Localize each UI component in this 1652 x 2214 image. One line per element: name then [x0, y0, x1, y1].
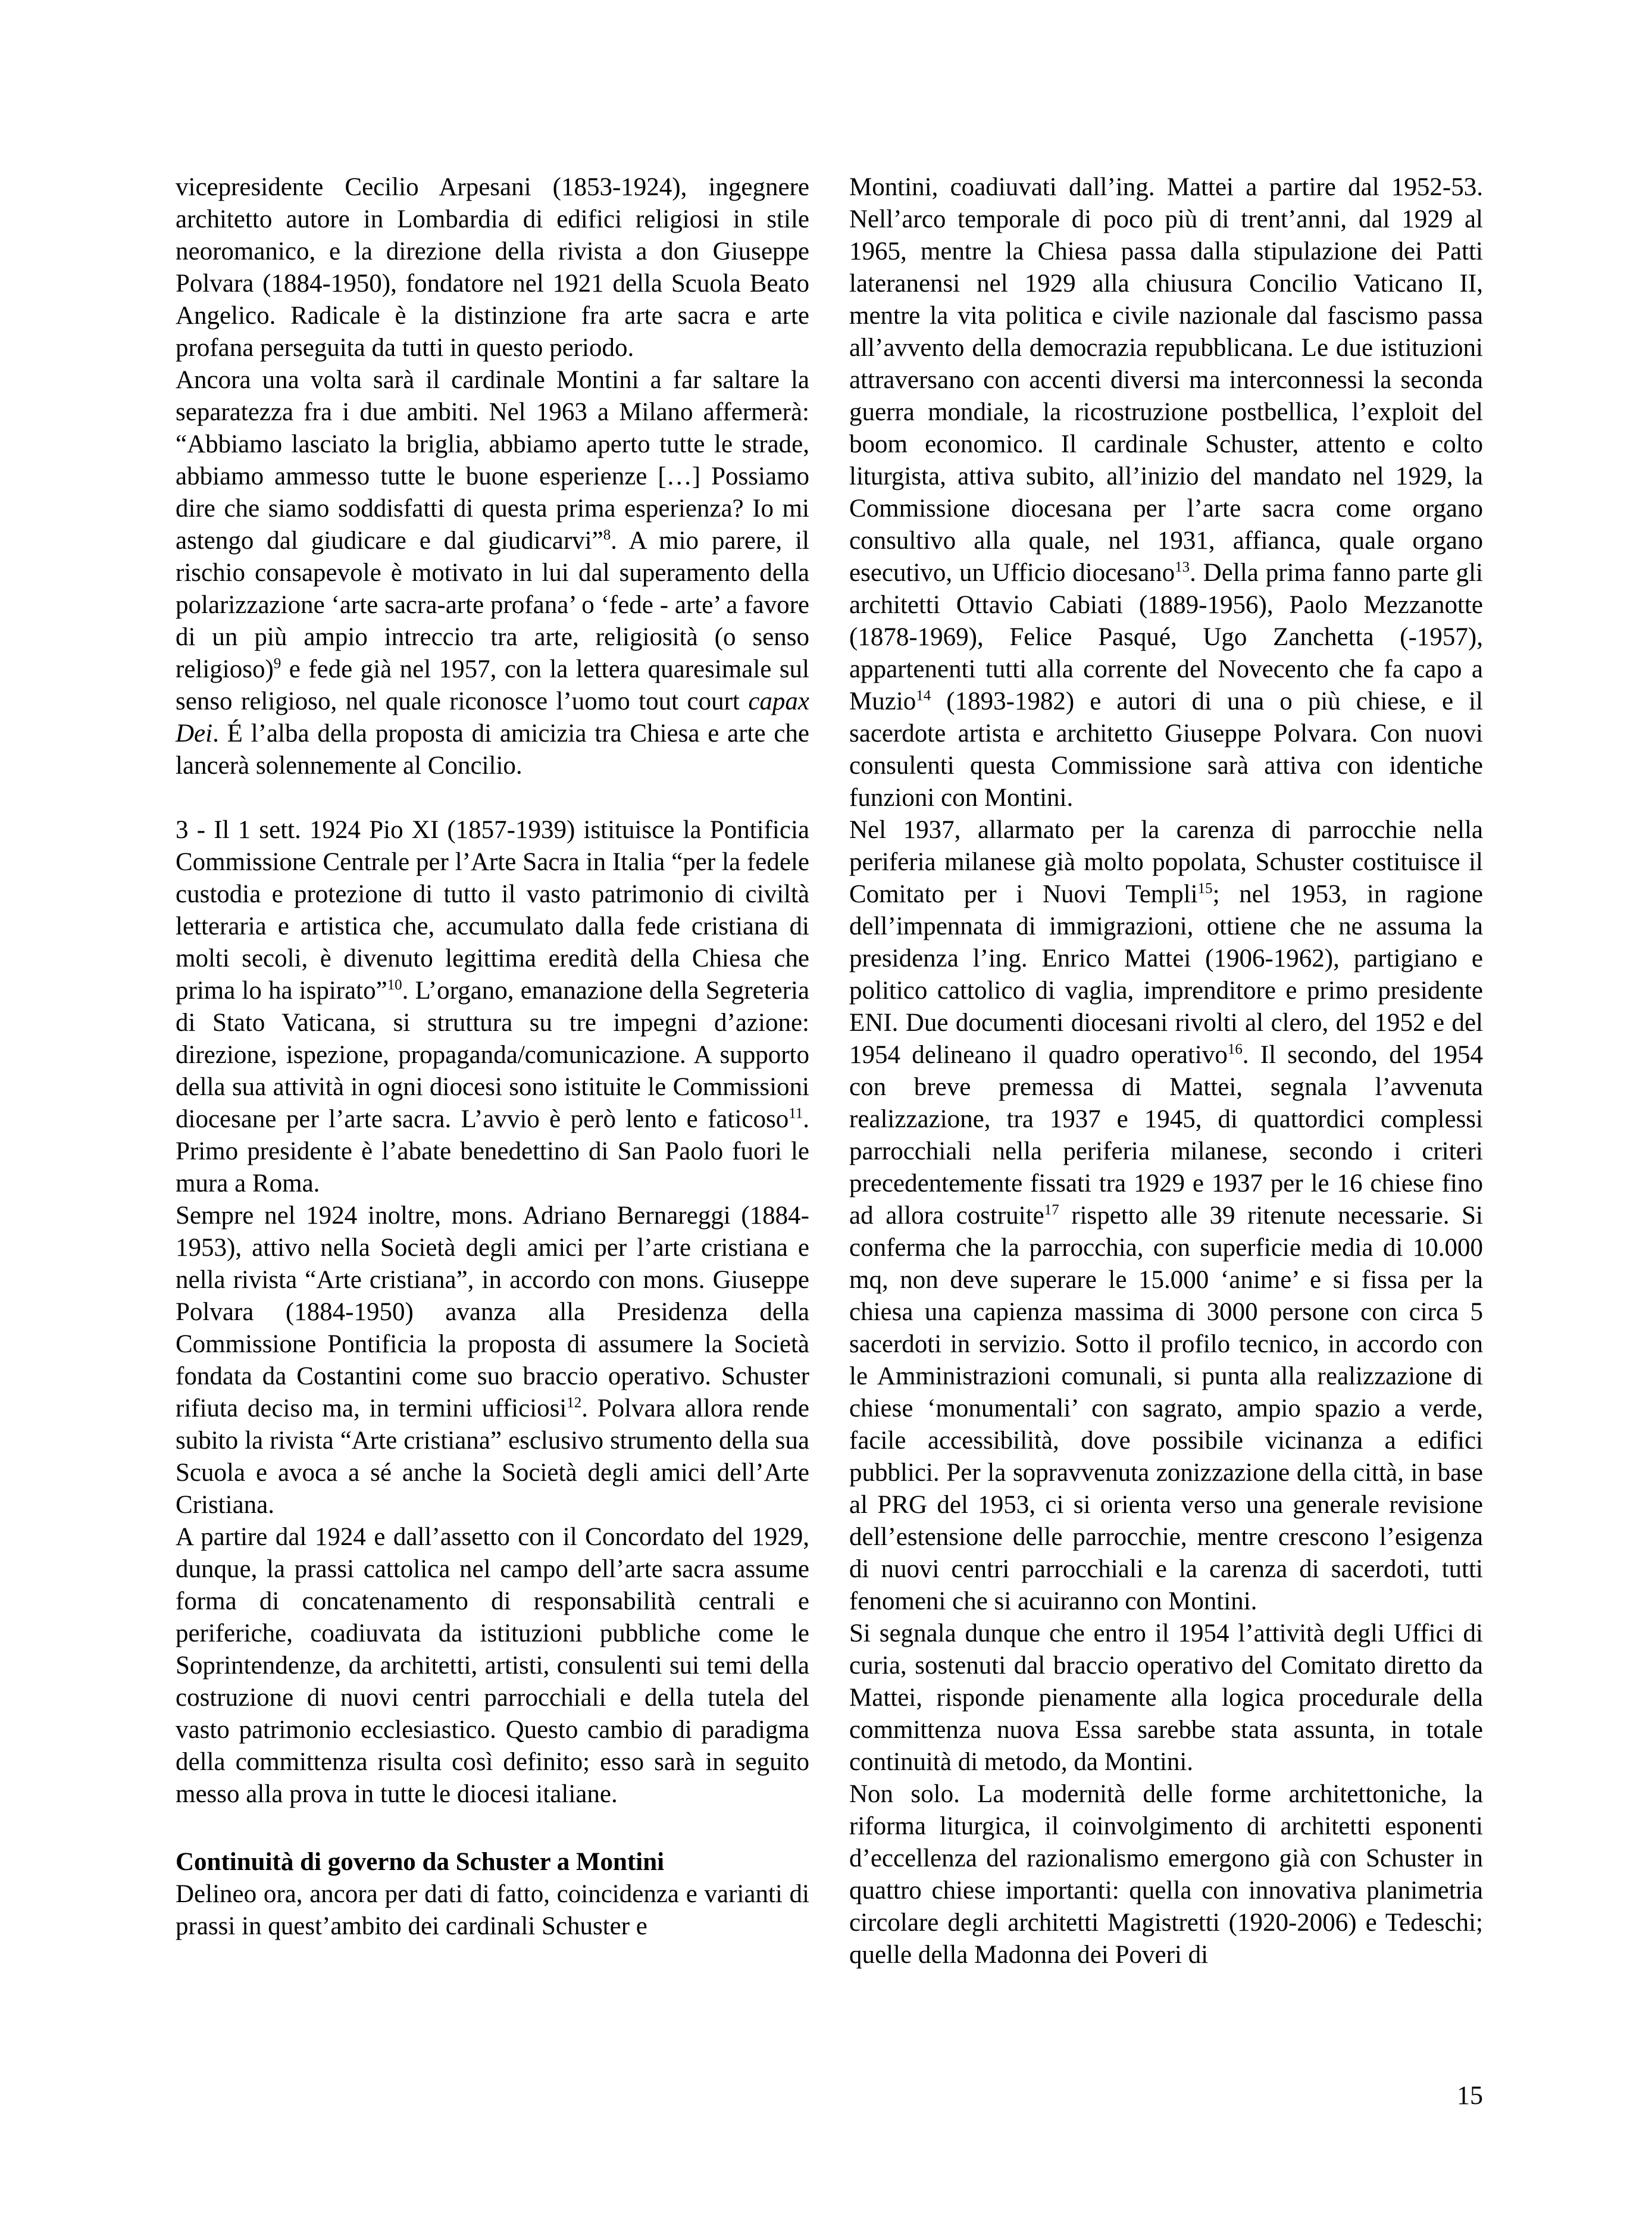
paragraph-spacer: [176, 782, 809, 814]
footnote-marker: 9: [273, 655, 281, 672]
footnote-marker: 10: [387, 977, 402, 993]
footnote-marker: 14: [916, 687, 931, 704]
paragraph: Ancora una volta sarà il cardinale Montini a far saltare la separatezza fra i due ambiti. Nel 1963 a Milano affermerà: “Abbiamo lasciato la briglia, abbiamo aperto tutte le strade, abbiamo ammesso tutte le buone esperienze […] Possiamo dire che siamo soddisfatti di questa prima esperienza? Io mi astengo dal giudicare e dal giudicarvi”$^8$. A mio parere, il rischio consapevole è motivato in lui dal superamento della polarizzazione ‘arte sacra-arte profana’ o ‘fede - arte’ a favore di un più ampio intreccio tra arte, religiosità (o senso religioso)$^9$ e fede già nel 1957, con la lettera quaresimale sul senso religioso, nel quale riconosce l’uomo tout court capax Dei. É l’alba della proposta di amicizia tra Chiesa e arte che lancerà solennemente al Concilio.: [176, 366, 809, 780]
paragraph: Delineo ora, ancora per dati di fatto, coincidenza e varianti di prassi in quest’ambito dei cardinali Schuster e: [176, 1880, 809, 1940]
page-number: 15: [1457, 2081, 1483, 2110]
paragraph: 3 - Il 1 sett. 1924 Pio XI (1857-1939) istituisce la Pontificia Commissione Centrale per l’Arte Sacra in Italia “per la fedele custodia e protezione di tutto il vasto patrimonio di civiltà letteraria e artistica che, accumulato dalla fede cristiana di molti secoli, è divenuto legittima eredità della Chiesa che prima lo ha ispirato”$^{10}$. L’organo, emanazione della Segreteria di Stato Vaticana, si struttura su tre impegni d’azione: direzione, ispezione, propaganda/comunicazione. A supporto della sua attività in ogni diocesi sono istituite le Commissioni diocesane per l’arte sacra. L’avvio è però lento e faticoso$^{11}$. Primo presidente è l’abate benedettino di San Paolo fuori le mura a Roma.: [176, 816, 809, 1197]
footnote-marker: 13: [1175, 559, 1190, 576]
paragraph-spacer: [176, 1810, 809, 1846]
paragraph: Montini, coadiuvati dall’ing. Mattei a partire dal 1952-53. Nell’arco temporale di poco più di trent’anni, dal 1929 al 1965, mentre la Chiesa passa dalla stipulazione dei Patti lateranensi nel 1929 alla chiusura Concilio Vaticano II, mentre la vita politica e civile nazionale dal fascismo passa all’avvento della democrazia repubblicana. Le due istituzioni attraversano con accenti diversi ma interconnessi la seconda guerra mondiale, la ricostruzione postbellica, l’exploit del boom economico. Il cardinale Schuster, attento e colto liturgista, attiva subito, all’inizio del mandato nel 1929, la Commissione diocesana per l’arte sacra come organo consultivo alla quale, nel 1931, affianca, quale organo esecutivo, un Ufficio diocesano$^{13}$. Della prima fanno parte gli architetti Ottavio Cabiati (1889-1956), Paolo Mezzanotte (1878-1969), Felice Pasqué, Ugo Zanchetta (-1957), appartenenti tutti alla corrente del Novecento che fa capo a Muzio$^{14}$ (1893-1982) e autori di una o più chiese, e il sacerdote artista e architetto Giuseppe Polvara. Con nuovi consulenti questa Commissione sarà attiva con identiche funzioni con Montini.: [849, 173, 1484, 812]
footnote-marker: 11: [789, 1105, 803, 1122]
left-column: [176, 171, 809, 1971]
paragraph: Nel 1937, allarmato per la carenza di parrocchie nella periferia milanese già molto popolata, Schuster costituisce il Comitato per i Nuovi Templi$^{15}$; nel 1953, in ragione dell’impennata di immigrazioni, ottiene che ne assuma la presidenza l’ing. Enrico Mattei (1906-1962), partigiano e politico cattolico di vaglia, imprenditore e primo presidente ENI. Due documenti diocesani rivolti al clero, del 1952 e del 1954 delineano il quadro operativo$^{16}$. Il secondo, del 1954 con breve premessa di Mattei, segnala l’avvenuta realizzazione, tra 1937 e 1945, di quattordici complessi parrocchiali nella periferia milanese, secondo i criteri precedentemente fissati tra 1929 e 1937 per le 16 chiese fino ad allora costruite$^{17}$ rispetto alle 39 ritenute necessarie. Si conferma che la parrocchia, con superficie media di 10.000 mq, non deve superare le 15.000 ‘anime’ e si fissa per la chiesa una capienza massima di 3000 persone con circa 5 sacerdoti in servizio. Sotto il profilo tecnico, in accordo con le Amministrazioni comunali, si punta alla realizzazione di chiese ‘monumentali’ con sagrato, ampio spazio a verde, facile accessibilità, dove possibile vicinanza a edifici pubblici. Per la sopravvenuta zonizzazione della città, in base al PRG del 1953, ci si orienta verso una generale revisione dell’estensione delle parrocchie, mentre crescono l’esigenza di nuovi centri parrocchiali e la carenza di sacerdoti, tutti fenomeni che si acuiranno con Montini.: [849, 816, 1483, 1615]
paragraph: vicepresidente Cecilio Arpesani (1853-1924), ingegnere architetto autore in Lombardia di edifici religiosi in stile neoromanico, e la direzione della rivista a don Giuseppe Polvara (1884-1950), fondatore nel 1921 della Scuola Beato Angelico. Radicale è la distinzione fra arte sacra e arte profana perseguita da tutti in questo periodo.: [176, 173, 809, 362]
paragraph: A partire dal 1924 e dall’assetto con il Concordato del 1929, dunque, la prassi cattolica nel campo dell’arte sacra assume forma di concatenamento di responsabilità centrali e periferiche, coadiuvata da istituzioni pubbliche come le Soprintendenze, da architetti, artisti, consulenti sui temi della costruzione di nuovi centri parrocchiali e della tutela del vasto patrimonio ecclesiastico. Questo cambio di paradigma della committenza risulta così definito; esso sarà in seguito messo alla prova in tutte le diocesi italiane.: [176, 1523, 809, 1808]
section-heading: Continuità di governo da Schuster a Montini: [176, 1848, 665, 1876]
paragraph: Si segnala dunque che entro il 1954 l’attività degli Uffici di curia, sostenuti dal braccio operativo del Comitato diretto da Mattei, risponde pienamente alla logica procedurale della committenza nuova Essa sarebbe stata assunta, in totale continuità di metodo, da Montini.: [849, 1619, 1483, 1776]
footnote-marker: 12: [567, 1394, 582, 1411]
footnote-marker: 16: [1227, 1041, 1243, 1058]
footnote-marker: 17: [1044, 1202, 1059, 1218]
right-column: [849, 171, 1483, 1971]
paragraph: Sempre nel 1924 inoltre, mons. Adriano Bernareggi (1884-1953), attivo nella Società degli amici per l’arte cristiana e nella rivista “Arte cristiana”, in accordo con mons. Giuseppe Polvara (1884-1950) avanza alla Presidenza della Commissione Pontificia la proposta di assumere la Società fondata da Costantini come suo braccio operativo. Schuster rifiuta deciso ma, in termini ufficiosi$^{12}$. Polvara allora rende subito la rivista “Arte cristiana” esclusivo strumento della sua Scuola e avoca a sé anche la Società degli amici dell’Arte Cristiana.: [176, 1202, 809, 1519]
paragraph: Non solo. La modernità delle forme architettoniche, la riforma liturgica, il coinvolgimento di architetti esponenti d’eccellenza del razionalismo emergono già con Schuster in quattro chiese importanti: quella con innovativa planimetria circolare degli architetti Magistretti (1920-2006) e Tedeschi; quelle della Madonna dei Poveri di: [849, 1780, 1483, 1969]
footnote-marker: 8: [603, 527, 611, 543]
footnote-marker: 15: [1197, 880, 1213, 897]
two-column-text-area: [176, 171, 1483, 1971]
